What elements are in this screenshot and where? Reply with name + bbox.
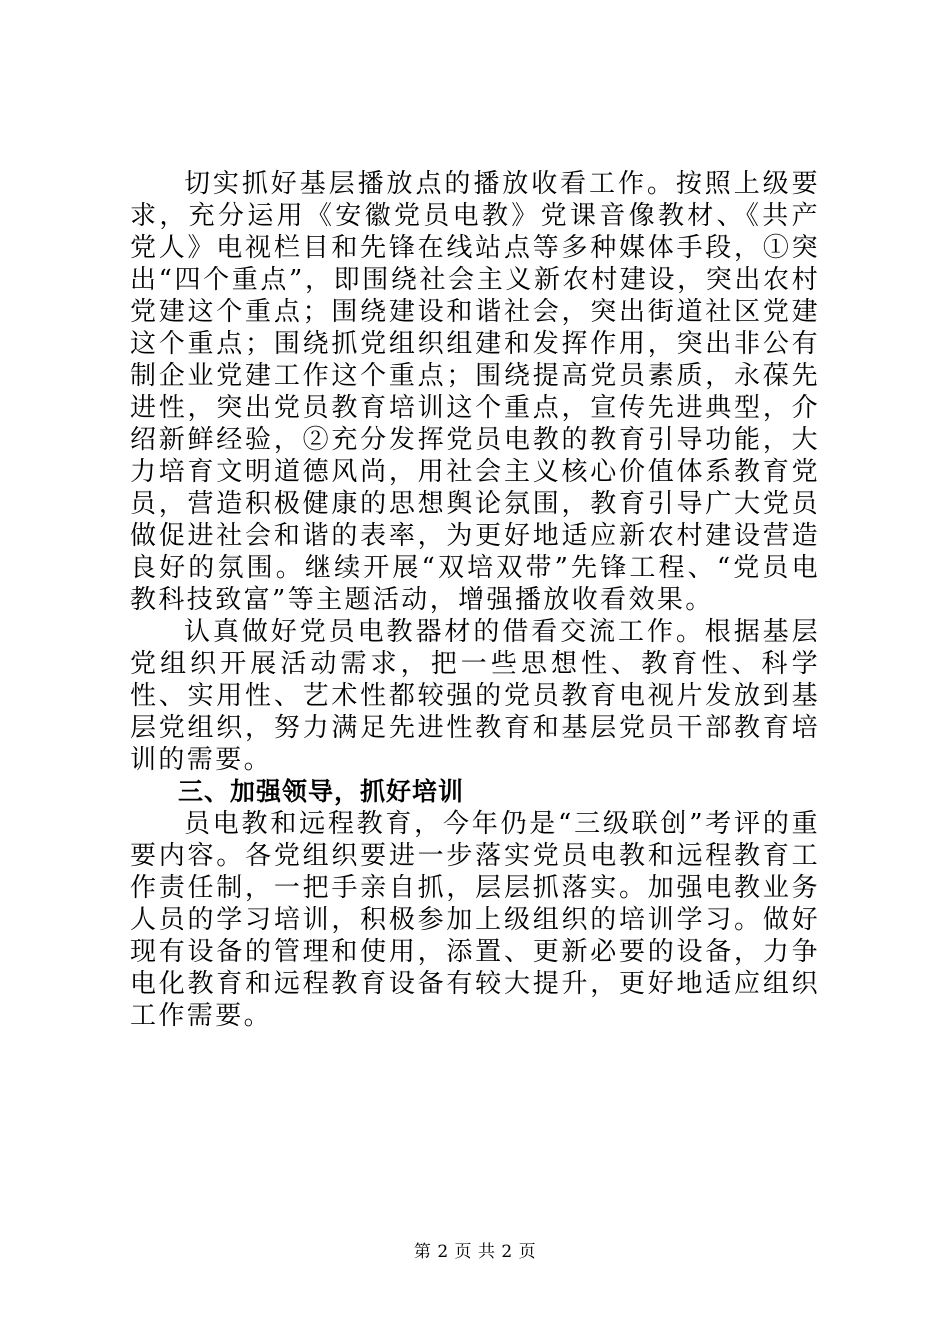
document-body <box>130 168 820 1032</box>
paragraph-equipment-exchange: 认真做好党员电教器材的借看交流工作。根据基层党组织开展活动需求，把一些思想性、教育性、科学性、实用性、艺术性都较强的党员教育电视片发放到基层党组织，努力满足先进性教育和基层党员干部教育培训的需要。 <box>130 617 820 775</box>
paragraph-broadcast-work: 切实抓好基层播放点的播放收看工作。按照上级要求，充分运用《安徽党员电教》党课音像教材、《共产党人》电视栏目和先锋在线站点等多种媒体手段，①突出“四个重点”，即围绕社会主义新农村建设，突出农村党建这个重点；围绕建设和谐社会，突出街道社区党建这个重点；围绕抓党组织组建和发挥作用，突出非公有制企业党建工作这个重点；围绕提高党员素质，永葆先进性，突出党员教育培训这个重点，宣传先进典型，介绍新鲜经验，②充分发挥党员电教的教育引导功能，大力培育文明道德风尚，用社会主义核心价值体系教育党员，营造积极健康的思想舆论氛围，教育引导广大党员做促进社会和谐的表率，为更好地适应新农村建设营造良好的氛围。继续开展“双培双带”先锋工程、“党员电教科技致富”等主题活动，增强播放收看效果。 <box>130 169 820 615</box>
page-number-footer: 第 2 页 共 2 页 <box>413 1242 537 1262</box>
section-heading: 三、加强领导，抓好培训 <box>178 777 465 806</box>
paragraph-leadership-training: 员电教和远程教育，今年仍是“三级联创”考评的重要内容。各党组织要进一步落实党员电教和远程教育工作责任制，一把手亲自抓，层层抓落实。加强电教业务人员的学习培训，积极参加上级组织的培训学习。做好现有设备的管理和使用，添置、更新必要的设备，力争电化教育和远程教育设备有较大提升，更好地适应组织工作需要。 <box>130 809 820 1031</box>
